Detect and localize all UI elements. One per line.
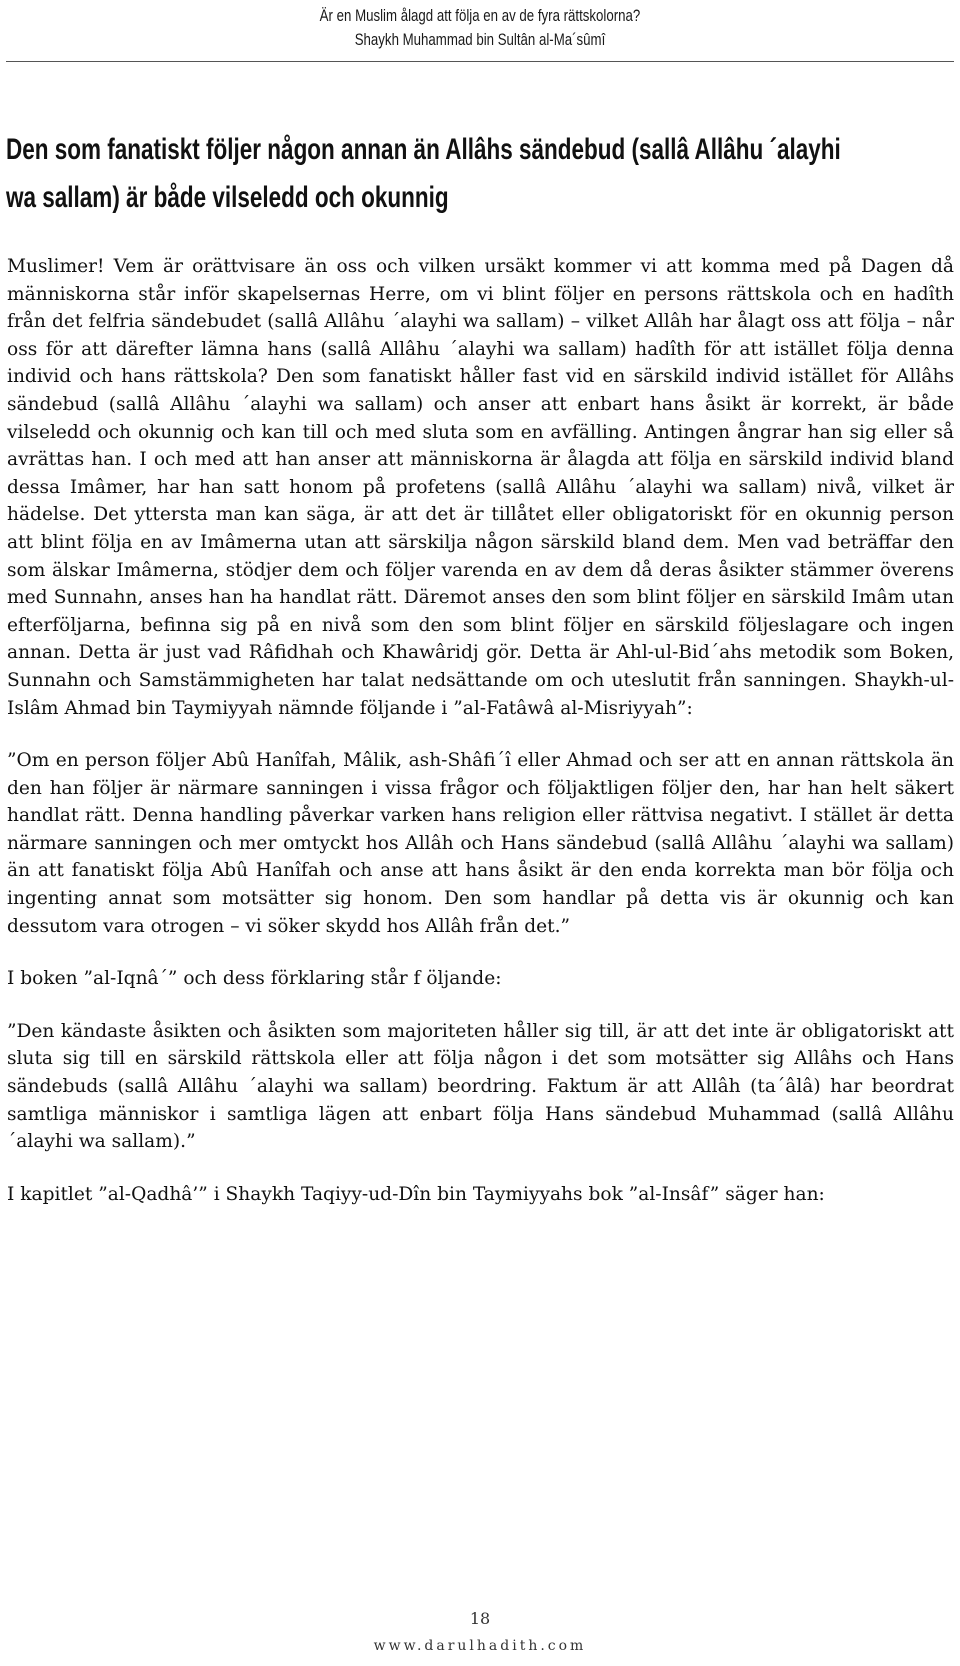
- website-url: www.darulhadith.com: [373, 1638, 587, 1654]
- paragraph-quote-fatawa: ”Om en person följer Abû Hanîfah, Mâlik, ash-Shâfi´î eller Ahmad och ser att en annan rättskola än den han följer är närmare sanningen i vissa frågor och följaktligen följer den, har han helt säkert handlat rätt. Denna handling påverkar varken hans religion eller rättvisa negativt. I stället är detta närmare sanningen och mer omtyckt hos Allâh och Hans sändebud (sallâ Allâhu ´alayhi wa sallam) än att fanatiskt följa Abû Hanîfah och anse att hans åsikt är den enda korrekta man bör följa och ingenting annat som motsätter sig honom. Den som handlar på detta vis är okunnig och kan dessutom vara otrogen – vi söker skydd hos Allâh från det.”: [7, 750, 954, 937]
- body-text: [7, 253, 954, 1233]
- paragraph-iqna-intro: I boken ”al-Iqnâ´” och dess förklaring står f öljande:: [7, 968, 502, 990]
- header-divider: [6, 61, 954, 62]
- paragraph-intro: Muslimer! Vem är orättvisare än oss och vilken ursäkt kommer vi att komma med på Dagen då människorna står inför skapelsernas Herre, om vi blint följer en persons rättskola och en hadîth från det felfria sändebudet (sallâ Allâhu ´alayhi wa sallam) – vilket Allâh har ålagt oss att följa – når oss för att därefter lämna hans (sallâ Allâhu ´alayhi wa sallam) hadîth för att istället följa denna individ och hans rättskola? Den som fanatiskt håller fast vid en särskild individ istället för Allâhs sändebud (sallâ Allâhu ´alayhi wa sallam) och anser att enbart hans åsikt är korrekt, är både vilseledd och okunnig och kan till och med sluta som en avfälling. Antingen ångrar han sig eller så avrättas han. I och med att han anser att människorna är ålagda att följa en särskild individ bland dessa Imâmer, har han satt honom på profetens (sallâ Allâhu ´alayhi wa sallam) nivå, vilket är hädelse. Det yttersta man kan säga, är att det är tillåtet eller obligatoriskt för en okunnig person att blint följa en av Imâmerna utan att särskilja någon särskild bland dem. Men vad beträffar den som älskar Imâmerna, stödjer dem och följer varenda en av dem då deras åsikter stämmer överens med Sunnahn, anses han ha handlat rätt. Däremot anses den som blint följer en särskild Imâm utan efterföljarna, befinna sig på en nivå som den som blint följer en särskild följeslagare och ingen annan. Detta är just vad Râfidhah och Khawâridj gör. Detta är Ahl-ul-Bid´ahs metodik som Boken, Sunnahn och Samstämmigheten har talat nedsättande om och uteslutit från sanningen. Shaykh-ul-Islâm Ahmad bin Taymiyyah nämnde följande i ”al-Fatâwâ al-Misriyyah”:: [7, 256, 954, 719]
- section-heading: Den som fanatiskt följer någon annan än Allâhs sändebud (sallâ Allâhu ´alayhi wa sallam) är både vilseledd och okunnig: [6, 133, 841, 214]
- paragraph-quote-iqna: ”Den kändaste åsikten och åsikten som majoriteten håller sig till, är att det inte är obligatoriskt att sluta sig till en särskild rättskola eller att följa någon i det som motsätter sig Allâhs och Hans sändebuds (sallâ Allâhu ´alayhi wa sallam) beordring. Faktum är att Allâh (ta´âlâ) har beordrat samtliga människor i samtliga lägen att enbart följa Hans sändebud Muhammad (sallâ Allâhu ´alayhi wa sallam).”: [7, 1020, 954, 1153]
- paragraph-insaf-intro: I kapitlet ”al-Qadhâ’” i Shaykh Taqiyy-ud-Dîn bin Taymiyyahs bok ”al-Insâf” säger han:: [7, 1183, 825, 1205]
- running-header: [106, 4, 855, 52]
- header-author: Shaykh Muhammad bin Sultân al-Ma´sûmî: [354, 30, 606, 49]
- page-number: 18: [469, 1609, 491, 1628]
- header-title: Är en Muslim ålagd att följa en av de fyra rättskolorna?: [319, 6, 641, 25]
